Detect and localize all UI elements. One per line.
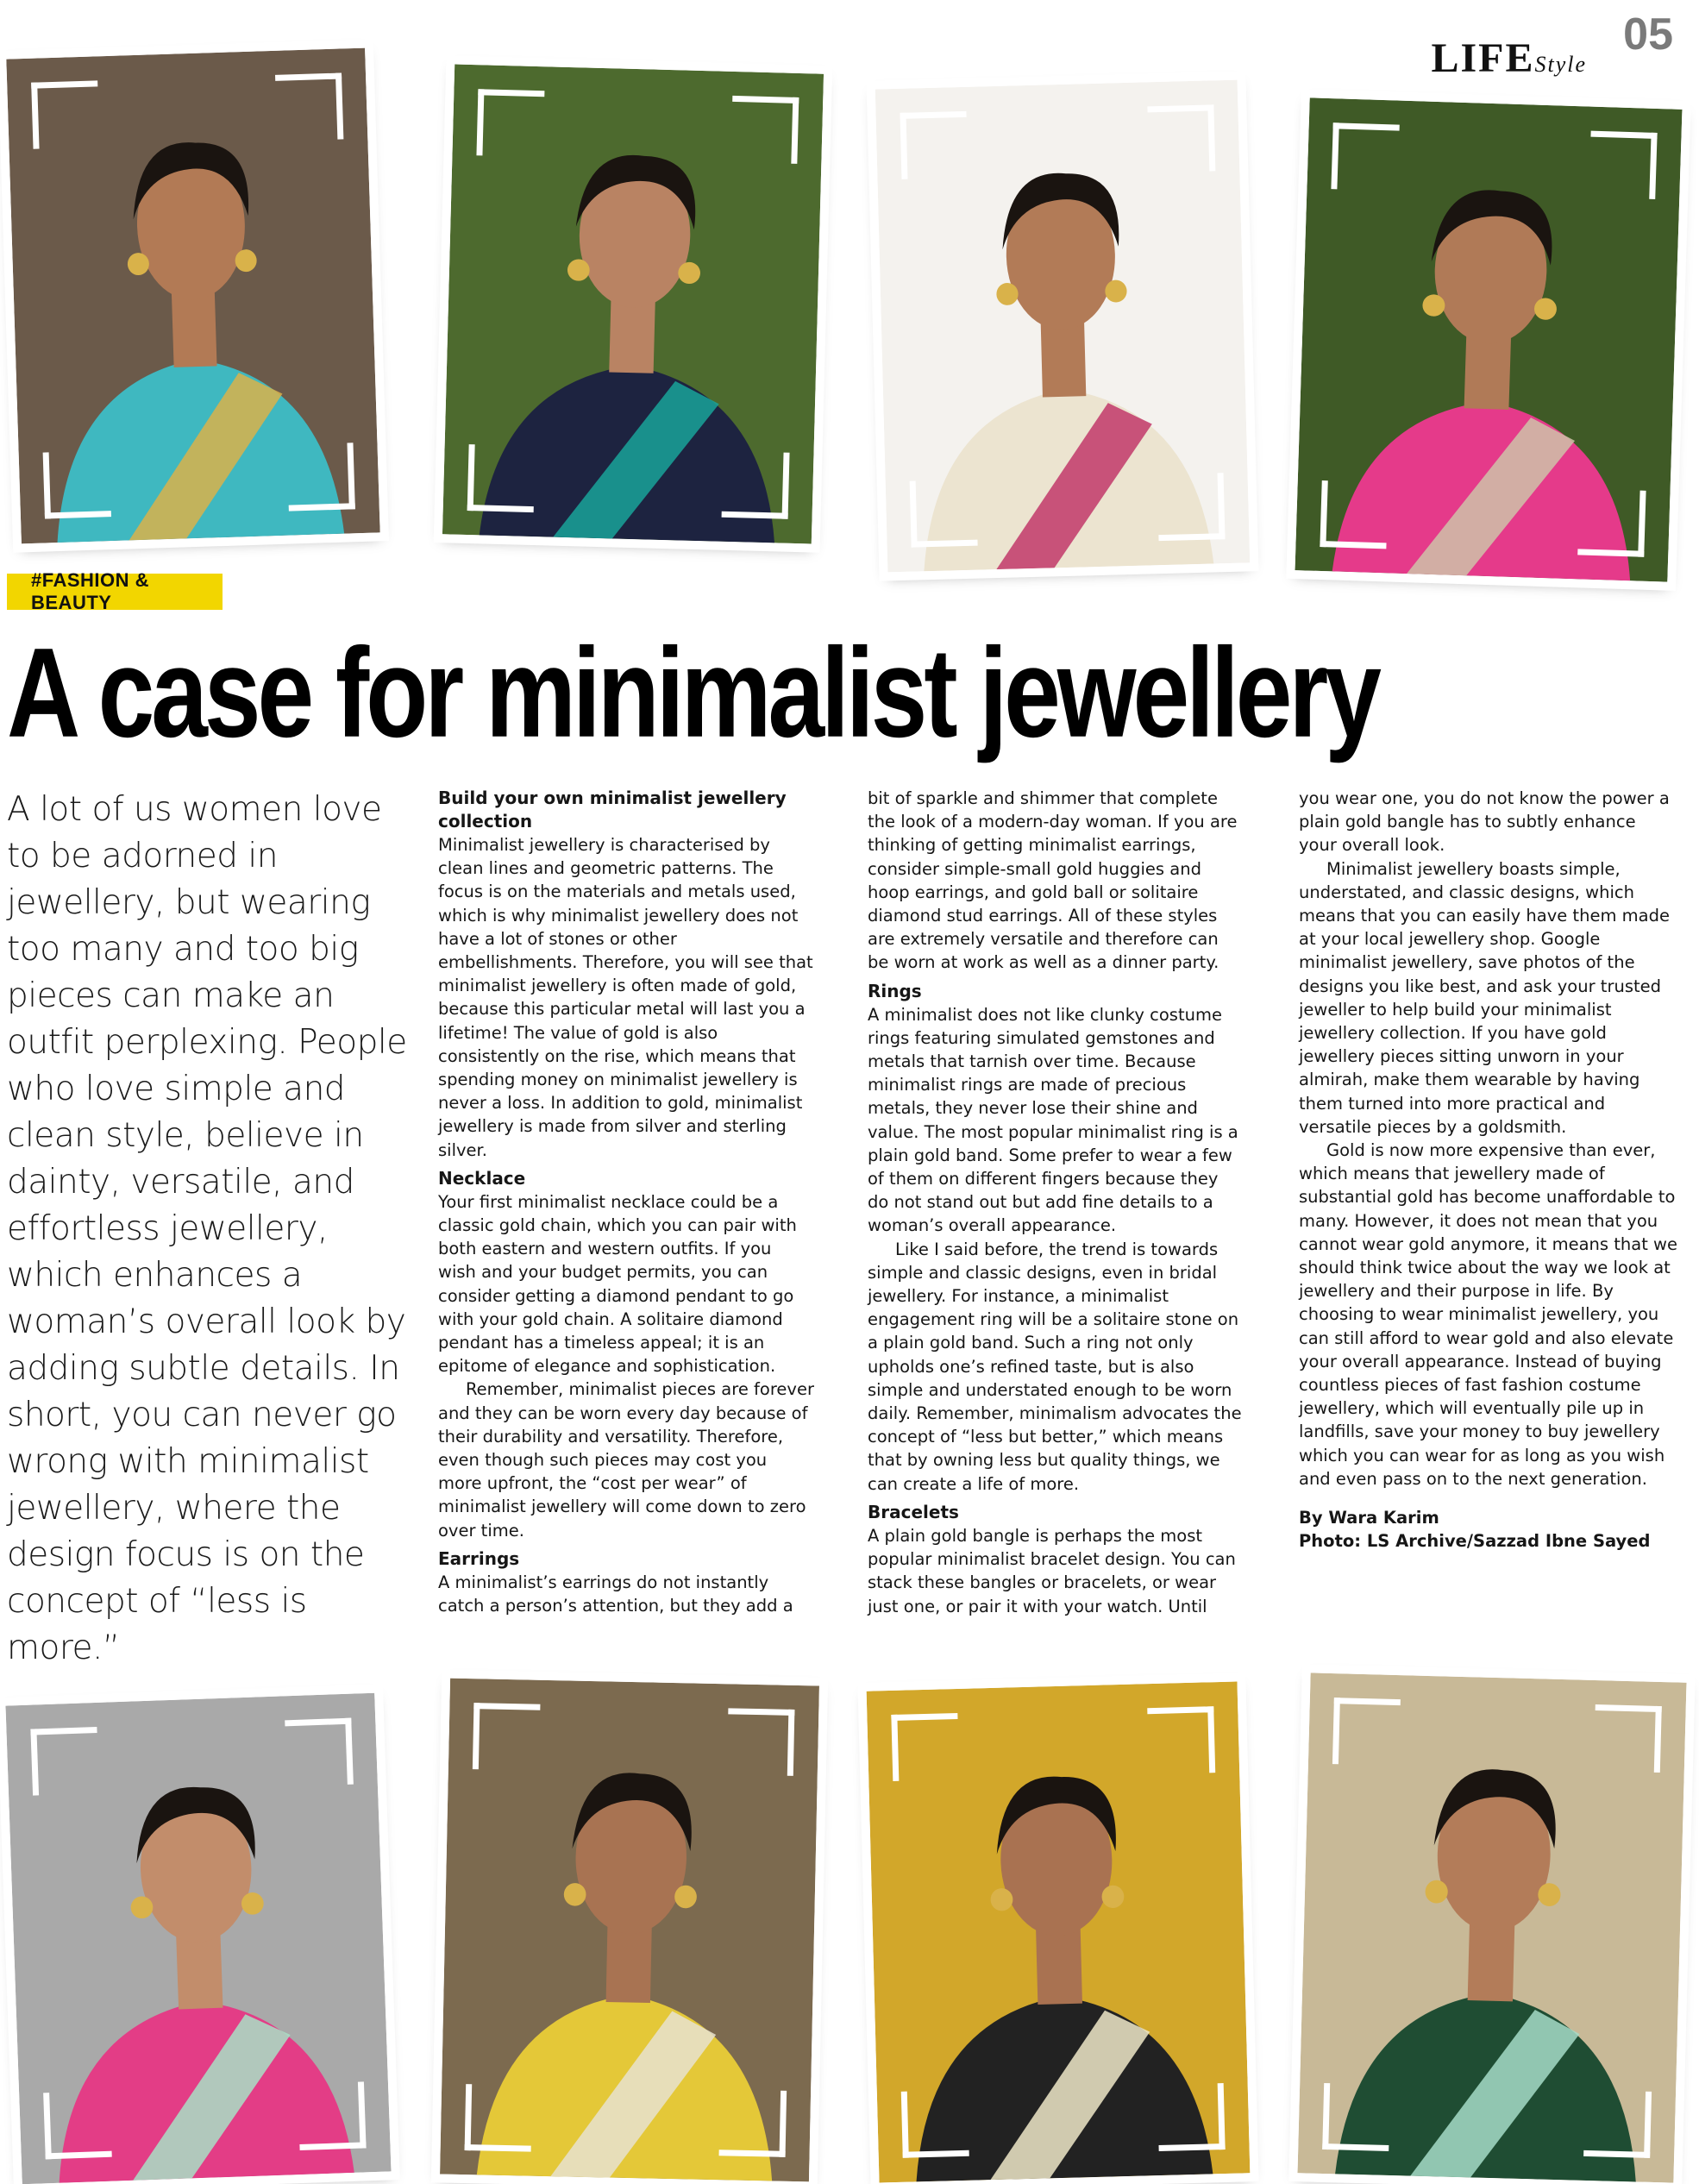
photo-bottom-2	[440, 1679, 819, 2182]
brand-logo	[1431, 35, 1587, 82]
article-column-3	[1299, 787, 1678, 1553]
subhead-bracelets: Bracelets	[868, 1501, 959, 1522]
frame-corner-bracket	[1594, 1704, 1662, 1773]
brand-sub: Style	[1534, 52, 1587, 77]
frame-corner-bracket	[31, 80, 99, 148]
subhead-earrings: Earrings	[438, 1547, 520, 1569]
frame-corner-bracket	[275, 72, 343, 141]
frame-corner-bracket	[730, 96, 799, 164]
page-number: 05	[1623, 9, 1673, 60]
photo-top-3	[875, 80, 1251, 573]
section-tag: #FASHION & BEAUTY	[7, 574, 223, 610]
paragraph-remember: Remember, minimalist pieces are forever and they can be worn every day because of their durability and versatility. Therefore, even though such pieces may cost you more upfront, the “cost per wear” of minimalist jewellery will come down to zero over time.	[438, 1379, 814, 1541]
frame-corner-bracket	[910, 480, 978, 548]
subhead-rings: Rings	[868, 980, 922, 1001]
article-column-1	[438, 787, 814, 1617]
subhead-necklace: Necklace	[438, 1167, 526, 1189]
paragraph-bracelets-continued: you wear one, you do not know the power a plain gold bangle has to subtly enhance your overall look.	[1299, 788, 1670, 856]
photo-top-4	[1295, 97, 1683, 581]
frame-corner-bracket	[1147, 1706, 1215, 1774]
frame-corner-bracket	[43, 450, 111, 518]
paragraph-designs: Minimalist jewellery boasts simple, understated, and classic designs, which means that you can easily have them made at your local jewellery shop. Google minimalist jewellery, save photos of the designs you like best, and ask your trusted jeweller to help build your minimalist jewellery collection. If you have gold jewellery pieces sitting unworn in your almirah, make them wearable by having them turned into more practical and versatile pieces by a goldsmith.	[1299, 858, 1670, 1137]
frame-corner-bracket	[1322, 2083, 1390, 2151]
frame-corner-bracket	[1147, 104, 1215, 173]
photo-bottom-1	[5, 1693, 391, 2184]
photo-top-1	[6, 48, 379, 544]
photo-top-2	[442, 64, 824, 543]
frame-corner-bracket	[719, 2089, 787, 2157]
photo-credit: Photo: LS Archive/Sazzad Ibne Sayed	[1299, 1531, 1651, 1552]
paragraph-earrings-continued: bit of sparkle and shimmer that complete the look of a modern-day woman. If you are thinking of getting minimalist earrings, consider simple-small gold huggies and hoop earrings, and gold ball or solitaire diamond stud earrings. All of these styles are extremely versatile and therefore can be worn at work as well as a dinner party.	[868, 788, 1238, 973]
paragraph-bracelets: A plain gold bangle is perhaps the most popular minimalist bracelet design. You can stack these bangles or bracelets, or wear just one, or pair it with your watch. Until	[868, 1525, 1236, 1616]
frame-corner-bracket	[1332, 1698, 1401, 1766]
frame-corner-bracket	[298, 2081, 367, 2150]
article-column-2	[868, 787, 1244, 1618]
frame-corner-bracket	[1331, 122, 1399, 191]
frame-corner-bracket	[900, 111, 968, 179]
paragraph-rings: A minimalist does not like clunky costume rings featuring simulated gemstones and metals that tarnish over time. Because minimalist rings are made of precious metals, they never lose their shine and value. The most popular minimalist ring is a plain gold band. Some prefer to wear a few of them on different fingers because they do not stand out but add fine details to a woman’s overall appearance.	[868, 1004, 1238, 1236]
author-byline: By Wara Karim	[1299, 1508, 1439, 1528]
frame-corner-bracket	[1157, 473, 1226, 541]
frame-corner-bracket	[30, 1727, 99, 1796]
paragraph-trend: Like I said before, the trend is towards simple and classic designs, even in bridal jewellery. For instance, a minimalist engagement ring will be a solitaire stone on a plain gold band. Such a ring not only upholds one’s refined taste, but is also simple and understated enough to be worn daily. Remember, minimalism advocates the concept of “less but better,” which means that by owning less but quality things, we can create a life of more.	[868, 1239, 1242, 1494]
article-standfirst: A lot of us women love to be adorned in jewellery, but wearing too many and too big pieces can make an outfit perplexing. People who love simple and clean style, believe in dainty, versatile, and effortless jewellery, which enhances a woman’s overall look by adding subtle details. In short, you can never go wrong with minimalist jewellery, where the design focus is on the concept of “less is more.”	[7, 790, 407, 1667]
paragraph-necklace: Your first minimalist necklace could be a classic gold chain, which you can pair with both eastern and western outfits. If you wish and your budget permits, you can consider getting a diamond pendant to go with your gold chain. A solitaire diamond pendant has a timeless appeal; it is an epitome of elegance and sophistication.	[438, 1191, 797, 1377]
frame-corner-bracket	[476, 89, 544, 157]
frame-corner-bracket	[1577, 488, 1646, 556]
photo-bottom-4	[1297, 1673, 1686, 2182]
frame-corner-bracket	[467, 444, 536, 512]
frame-corner-bracket	[1583, 2090, 1652, 2158]
frame-corner-bracket	[901, 2090, 969, 2158]
frame-corner-bracket	[465, 2084, 533, 2152]
frame-corner-bracket	[286, 442, 354, 511]
frame-corner-bracket	[891, 1713, 959, 1781]
frame-corner-bracket	[1157, 2083, 1226, 2151]
paragraph-build-collection: Minimalist jewellery is characterised by clean lines and geometric patterns. The focus is on the materials and metals used, which is why minimalist jewellery does not have a lot of stones or other embellishments. Therefore, you will see that minimalist jewellery is often made of gold, because this particular metal will last you a lifetime! The value of gold is also consistently on the rise, which means that spending money on minimalist jewellery is never a loss. In addition to gold, minimalist jewellery is made from silver and sterling silver.	[438, 835, 813, 1160]
frame-corner-bracket	[1320, 480, 1388, 549]
frame-corner-bracket	[285, 1718, 354, 1787]
frame-corner-bracket	[473, 1703, 541, 1771]
subhead-build-collection: Build your own minimalist jewellery collection	[438, 788, 787, 832]
photo-bottom-3	[867, 1681, 1251, 2182]
paragraph-earrings: A minimalist’s earrings do not instantly catch a person’s attention, but they add a	[438, 1572, 793, 1616]
frame-corner-bracket	[727, 1708, 795, 1776]
frame-corner-bracket	[43, 2091, 112, 2160]
paragraph-gold-price: Gold is now more expensive than ever, which means that jewellery made of substantial gold has become unaffordable to many. However, it does not mean that you cannot wear gold anymore, it means that we should think twice about the way we look at jewellery and their purpose in life. By choosing to wear minimalist jewellery, you can still afford to wear gold and also elevate your overall appearance. Instead of buying countless pieces of fast fashion costume jewellery, which will eventually pile up in landfills, save your money to buy jewellery which you can wear for as long as you wish and even pass on to the next generation.	[1299, 1140, 1677, 1489]
article-headline: A case for minimalist jewellery	[7, 622, 1378, 765]
frame-corner-bracket	[722, 451, 790, 519]
brand-name: LIFE	[1431, 35, 1535, 81]
frame-corner-bracket	[1589, 131, 1657, 199]
